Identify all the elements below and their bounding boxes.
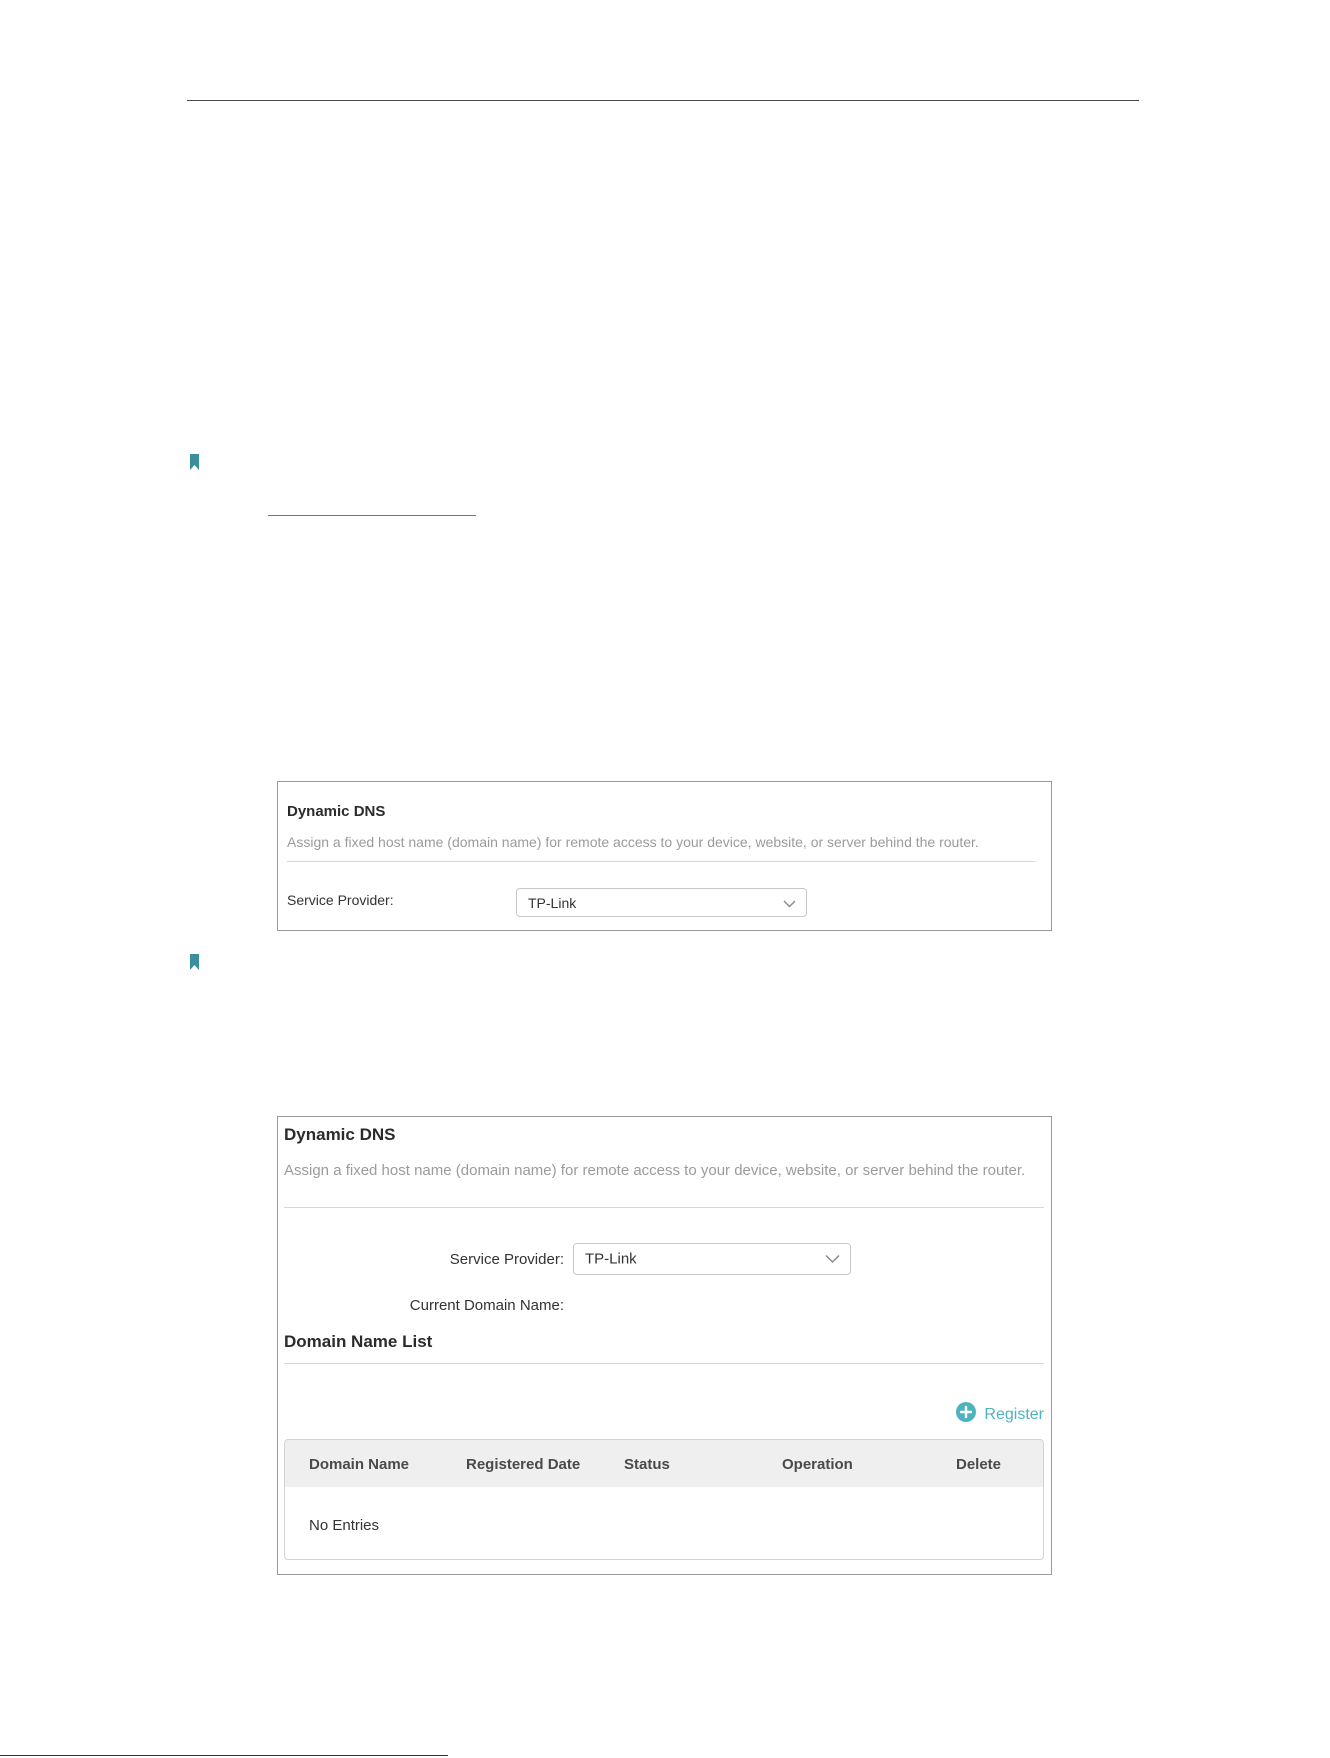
service-provider-label: Service Provider: (287, 892, 394, 908)
plus-circle-icon (956, 1402, 976, 1427)
table-empty-message: No Entries (309, 1517, 380, 1534)
service-provider-value: TP-Link (585, 1250, 637, 1268)
panel-title: Dynamic DNS (284, 1125, 396, 1144)
th-registered-date: Registered Date (466, 1456, 581, 1473)
link-underline[interactable] (268, 515, 476, 516)
panel-description: Assign a fixed host name (domain name) for remote access to your device, website, or server behind the router. (287, 834, 979, 850)
header-rule (187, 100, 1139, 101)
chevron-down-icon (825, 1251, 840, 1268)
bookmark-icon (190, 454, 199, 470)
service-provider-value: TP-Link (528, 894, 577, 911)
th-status: Status (624, 1456, 670, 1473)
divider (284, 1363, 1044, 1364)
domain-list-title: Domain Name List (284, 1332, 433, 1351)
register-label: Register (984, 1405, 1044, 1423)
register-button[interactable] (956, 1402, 1044, 1427)
chevron-down-icon (783, 895, 796, 911)
panel-description: Assign a fixed host name (domain name) for remote access to your device, website, or server behind the router. (284, 1162, 1026, 1179)
service-provider-select[interactable] (516, 888, 807, 917)
th-domain-name: Domain Name (309, 1456, 410, 1473)
table-header (285, 1440, 1043, 1487)
service-provider-label: Service Provider: (449, 1251, 564, 1268)
service-provider-select[interactable] (573, 1243, 851, 1275)
domain-table (284, 1439, 1044, 1560)
ddns-panel-basic (277, 781, 1052, 931)
bookmark-icon (190, 954, 199, 970)
footer-rule (0, 1755, 448, 1756)
ddns-panel-detailed (277, 1116, 1052, 1575)
divider (287, 861, 1035, 862)
panel-title: Dynamic DNS (287, 803, 386, 820)
th-delete: Delete (956, 1456, 1002, 1473)
divider (284, 1207, 1044, 1208)
current-domain-label: Current Domain Name: (409, 1297, 564, 1314)
th-operation: Operation (782, 1456, 853, 1473)
